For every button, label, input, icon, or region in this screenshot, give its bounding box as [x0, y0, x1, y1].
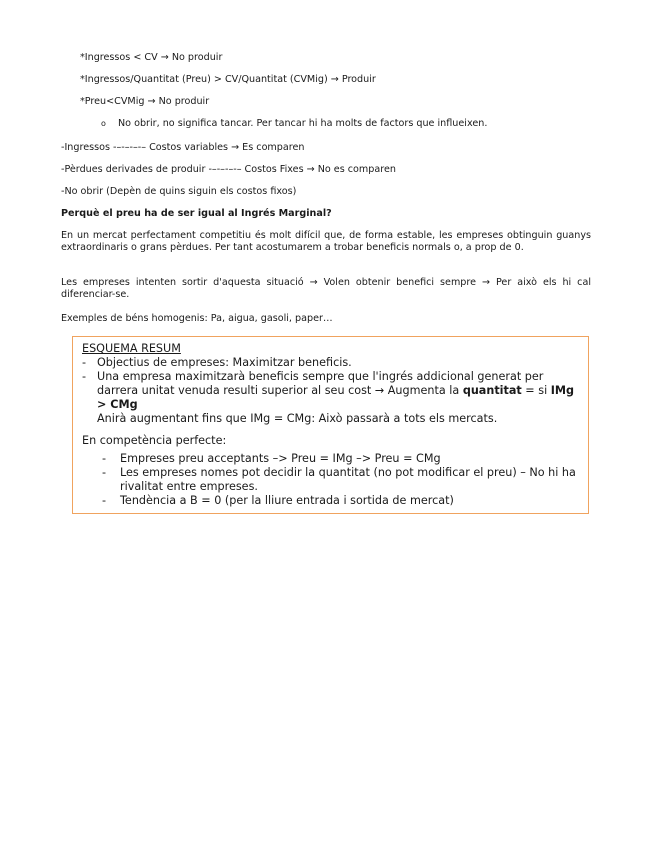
circle-bullet-icon: o	[101, 119, 106, 128]
note-not-opening: No obrir, no significa tancar. Per tancar hi ha molts de factors que influeixen.	[118, 118, 488, 129]
comparison-fixed-costs: -Pèrdues derivades de produir -–-–-–-– Costos Fixes → No es comparen	[61, 164, 396, 175]
comparison-variable-costs: -Ingressos -–-–-–-– Costos variables → Es comparen	[61, 142, 305, 153]
rule-price-lt-cvmig: *Preu<CVMig → No produir	[80, 96, 210, 107]
rule-revenue-vs-cv: *Ingressos < CV → No produir	[80, 52, 223, 63]
summary-section-label: En competència perfecte:	[82, 434, 227, 447]
rule-price-vs-avg-cost: *Ingressos/Quantitat (Preu) > CV/Quantitat (CVMig) → Produir	[80, 74, 376, 85]
note-fixed-costs: -No obrir (Depèn de quins siguin els costos fixos)	[61, 186, 297, 197]
paragraph-differentiation: Les empreses intenten sortir d'aquesta situació → Volen obtenir benefici sempre → Per això els hi cal diferenciar-se.	[61, 277, 591, 300]
summary-item-maximize: - Una empresa maximitzarà beneficis sempre que l'ingrés addicional generat per darrera unitat venuda resulti superior al seu cost → Augmenta la quantitat = si IMg > CMg Anirà augmentant fins que IMg = CMg: Això passarà a tots els mercats.	[82, 370, 582, 426]
paragraph-homogeneous-goods: Exemples de béns homogenis: Pa, aigua, gasoli, paper…	[61, 313, 333, 324]
summary-item-objectives: - Objectius de empreses: Maximitzar beneficis.	[82, 356, 352, 369]
section-heading: Perquè el preu ha de ser igual al Ingrés Marginal?	[61, 208, 332, 219]
summary-subitem-quantity: - Les empreses nomes pot decidir la quantitat (no pot modificar el preu) – No hi ha rivalitat entre empreses.	[102, 466, 576, 493]
summary-box	[72, 336, 589, 514]
paragraph-perfect-competition: En un mercat perfectament competitiu és molt difícil que, de forma estable, les empreses obtinguin guanys extraordinaris o grans pèrdues. Per tant acostumarem a trobar beneficis normals o, a prop de 0.	[61, 230, 591, 253]
summary-title: ESQUEMA RESUM	[82, 342, 181, 355]
summary-subitem-tendency: - Tendència a B = 0 (per la lliure entrada i sortida de mercat)	[102, 494, 454, 507]
summary-subitem-price-takers: - Empreses preu acceptants –> Preu = IMg –> Preu = CMg	[102, 452, 441, 465]
summary-item-continuation: Anirà augmentant fins que IMg = CMg: Això passarà a tots els mercats.	[97, 412, 498, 425]
